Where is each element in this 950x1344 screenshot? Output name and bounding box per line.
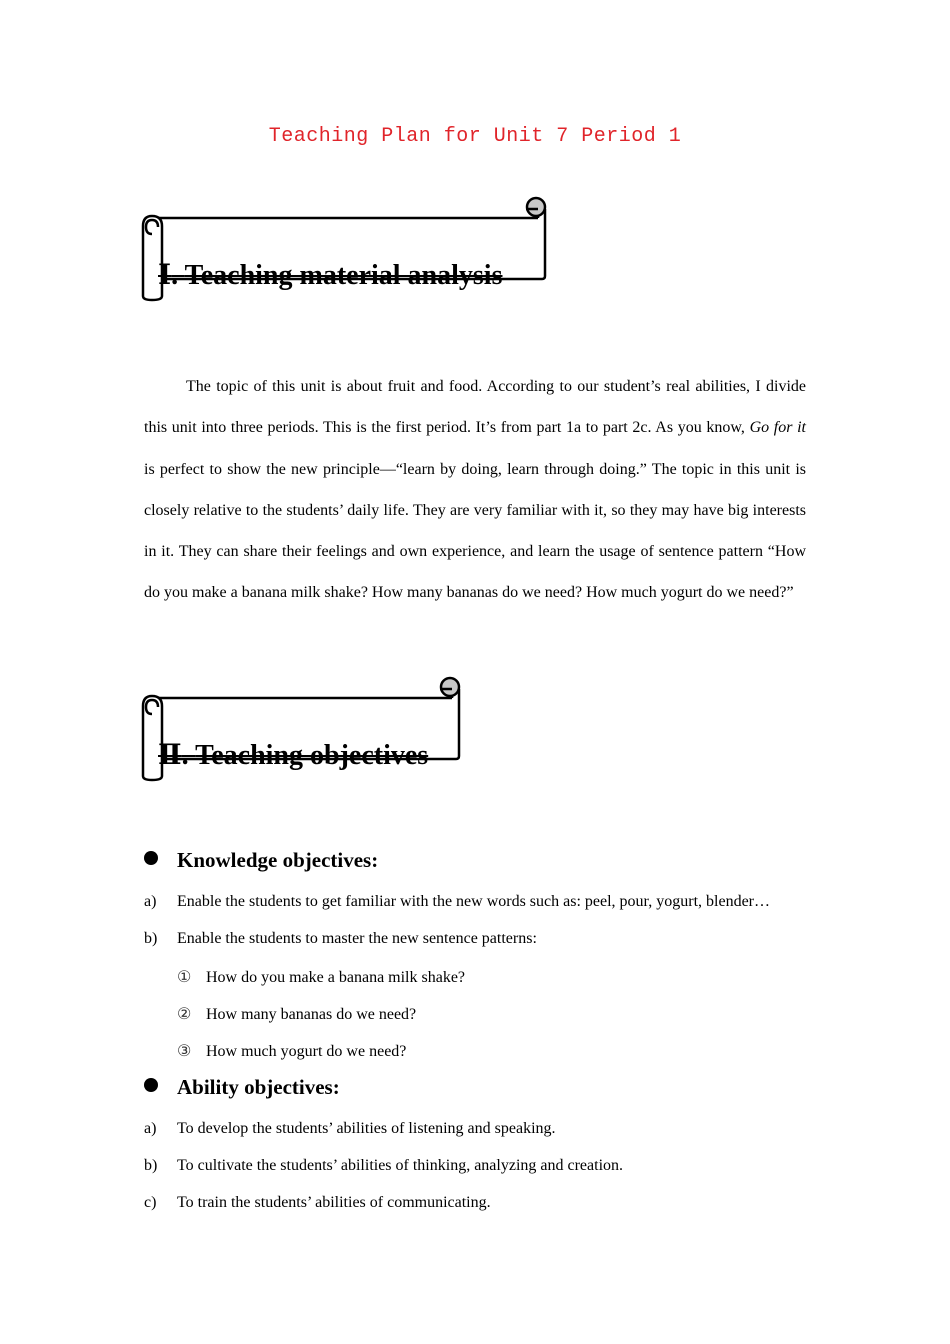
ability-heading-text: Ability objectives: xyxy=(177,1075,340,1099)
list-item-label: b) xyxy=(144,1157,158,1174)
list-item-text: To develop the students’ abilities of listening and speaking. xyxy=(177,1120,556,1137)
bullet-icon xyxy=(144,851,158,865)
list-item-label: a) xyxy=(144,893,157,910)
paragraph-text-2: is perfect to show the new principle—“learn by doing, learn through doing.” The topic in this unit is closely relative to the students’ daily life. They are very familiar with it, so they may have big interests in it. They can share their feelings and own experience, and learn the usage of sentence pattern “How do you make a banana milk shake? How many bananas do we need? How much yogurt do we need?” xyxy=(144,460,806,602)
list-item xyxy=(144,893,770,911)
list-item xyxy=(144,1120,556,1138)
circled-number: ② xyxy=(177,1006,192,1023)
section-1-numeral: Ⅰ xyxy=(158,260,172,291)
knowledge-heading-text: Knowledge objectives: xyxy=(177,848,379,872)
sentence-pattern-item xyxy=(177,1041,406,1061)
section-1-heading: Ⅰ. Teaching material analysis xyxy=(158,260,503,291)
section-2-numeral: Ⅱ xyxy=(158,740,182,771)
sentence-pattern-item xyxy=(177,967,465,987)
list-item-text: To cultivate the students’ abilities of thinking, analyzing and creation. xyxy=(177,1157,624,1174)
list-item-text: Enable the students to master the new sentence patterns: xyxy=(177,930,537,947)
sentence-pattern-item xyxy=(177,1004,416,1024)
section-2-heading: Ⅱ. Teaching objectives xyxy=(158,740,429,771)
ability-objectives-heading xyxy=(144,1075,340,1100)
circled-number: ① xyxy=(177,969,192,986)
document-title: Teaching Plan for Unit 7 Period 1 xyxy=(268,125,682,148)
section-1-banner xyxy=(140,196,550,302)
paragraph-text-1: The topic of this unit is about fruit and food. According to our student’s real abilities, I divide this unit into three periods. This is the first period. It’s from part 1a to part 2c. As you know, xyxy=(144,378,806,437)
list-item-text: To train the students’ abilities of communicating. xyxy=(177,1194,491,1211)
list-item xyxy=(144,1194,491,1212)
knowledge-objectives-heading xyxy=(144,848,378,873)
sentence-pattern-text: How many bananas do we need? xyxy=(206,1006,417,1023)
list-item-label: b) xyxy=(144,930,158,947)
section-2-banner xyxy=(140,676,464,782)
intro-paragraph xyxy=(144,366,806,614)
list-item-text: Enable the students to get familiar with the new words such as: peel, pour, yogurt, blender… xyxy=(177,893,770,910)
section-1-title: Teaching material analysis xyxy=(184,260,503,291)
bullet-icon xyxy=(144,1078,158,1092)
paragraph-italic-title: Go for it xyxy=(749,419,806,437)
list-item xyxy=(144,1157,623,1175)
circled-number: ③ xyxy=(177,1043,192,1060)
sentence-pattern-text: How do you make a banana milk shake? xyxy=(206,969,466,986)
list-item-label: a) xyxy=(144,1120,157,1137)
list-item-label: c) xyxy=(144,1194,157,1211)
sentence-pattern-text: How much yogurt do we need? xyxy=(206,1043,407,1060)
section-2-title: Teaching objectives xyxy=(195,740,429,771)
list-item xyxy=(144,930,537,948)
